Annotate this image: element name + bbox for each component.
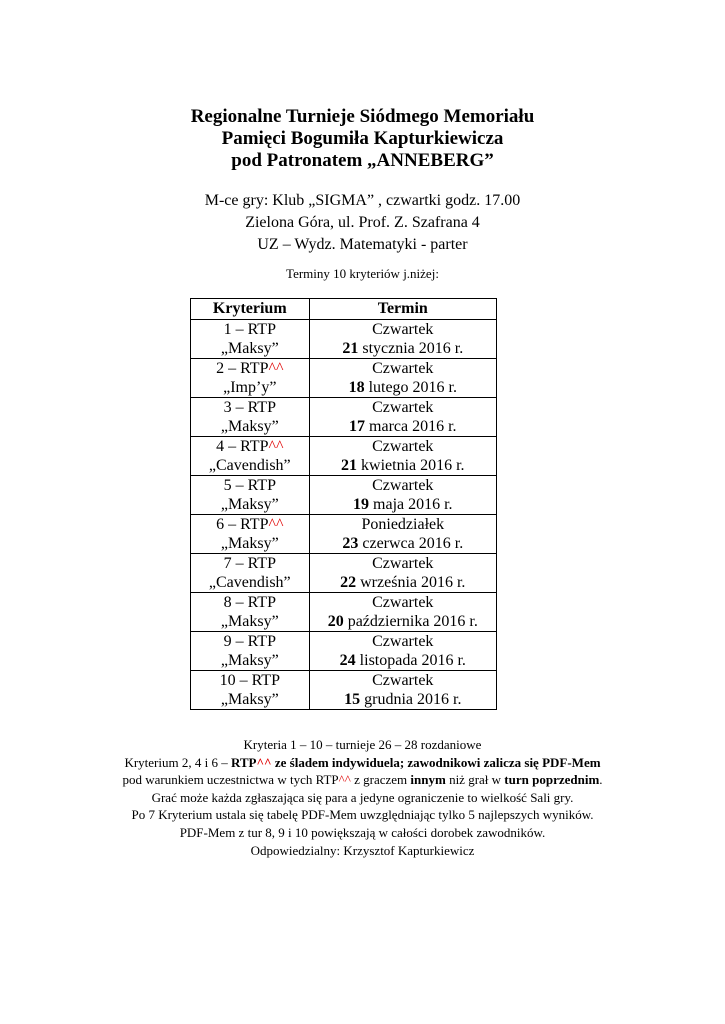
venue-line-2: Zielona Góra, ul. Prof. Z. Szafrana 4 [245,214,480,231]
note-line-3-innym: innym [410,772,446,788]
kryterium-name: „Imp’y” [223,379,277,396]
termin-date-number: 23 [342,535,359,552]
kryterium-name: „Maksy” [220,535,279,552]
header-kryterium: Kryterium [191,299,310,320]
kryterium-line [191,398,309,417]
cell-kryterium [191,437,310,476]
kryterium-number: 6 – RTP [216,516,269,533]
schedule-table [190,298,497,710]
cell-termin [309,593,496,632]
cell-termin [309,359,496,398]
kryterium-line [191,320,309,339]
note-line-2-bold: ze śladem indywiduela; zawodnikowi zalicza się PDF-Mem [271,754,601,770]
cell-kryterium [191,320,310,359]
table-row [191,593,497,632]
cell-termin [309,320,496,359]
termin-day: Czwartek [372,321,434,338]
table-row [191,476,497,515]
title-line-2: Pamięci Bogumiła Kapturkiewicza [221,128,504,149]
table-row [191,320,497,359]
kryterium-name: „Cavendish” [208,574,291,591]
kryterium-name: „Maksy” [220,652,279,669]
kryterium-name: „Maksy” [220,340,279,357]
kryterium-name: „Maksy” [220,496,279,513]
termin-date [310,612,496,631]
termin-date-number: 20 [327,613,344,630]
kryterium-line [191,359,309,378]
termin-date-number: 17 [349,418,366,435]
kryterium-line [191,632,309,651]
kryterium-line [191,554,309,573]
cell-kryterium [191,593,310,632]
schedule-body [191,320,497,710]
termin-day: Czwartek [372,633,434,650]
note-line-6: PDF-Mem z tur 8, 9 i 10 powiększają w całości dorobek zawodników. [179,824,546,840]
termin-date-rest: lutego 2016 r. [364,379,457,396]
table-row [191,632,497,671]
termin-date-number: 18 [348,379,365,396]
note-line-3-carets: ^^ [338,772,351,788]
termin-day: Czwartek [372,477,434,494]
note-line-3-e: niż grał w [445,772,505,788]
table-row [191,359,497,398]
terms-intro: Terminy 10 kryteriów j.niżej: [286,266,439,281]
note-line-3-c: z graczem [350,772,411,788]
termin-date-number: 21 [342,340,359,357]
termin-date-rest: listopada 2016 r. [355,652,466,669]
termin-date-rest: marca 2016 r. [365,418,457,435]
kryterium-number: 1 – RTP [223,321,276,338]
note-line-1: Kryteria 1 – 10 – turnieje 26 – 28 rozdaniowe [243,737,482,752]
termin-date-rest: maja 2016 r. [369,496,453,513]
caret-marker: ^^ [268,360,284,377]
notes-block [0,736,725,859]
termin-date-number: 24 [339,652,356,669]
kryterium-name: „Maksy” [220,418,279,435]
note-line-3-turn: turn poprzednim [504,772,600,788]
cell-kryterium [191,476,310,515]
kryterium-number: 5 – RTP [223,477,276,494]
termin-date-rest: października 2016 r. [343,613,478,630]
cell-kryterium [191,554,310,593]
note-line-2-rtp: RTP [230,754,257,770]
termin-day: Czwartek [372,399,434,416]
termin-date [310,378,496,397]
venue-line-3: UZ – Wydz. Matematyki - parter [257,236,468,253]
termin-date [310,651,496,670]
termin-date-number: 22 [340,574,357,591]
note-line-5: Po 7 Kryterium ustala się tabelę PDF-Mem uwzględniając tylko 5 najlepszych wyników. [131,807,594,823]
termin-date [310,456,496,475]
cell-kryterium [191,398,310,437]
kryterium-number: 4 – RTP [216,438,269,455]
table-row [191,515,497,554]
kryterium-line [191,437,309,456]
cell-kryterium [191,632,310,671]
note-line-7: Odpowiedzialny: Krzysztof Kapturkiewicz [250,842,475,858]
termin-date-rest: grudnia 2016 r. [360,691,462,708]
kryterium-name: „Cavendish” [208,457,291,474]
termin-date [310,534,496,553]
cell-termin [309,398,496,437]
termin-date-number: 15 [344,691,361,708]
table-row [191,554,497,593]
termin-date-rest: czerwca 2016 r. [358,535,464,552]
cell-kryterium [191,359,310,398]
table-row [191,671,497,710]
caret-marker: ^^ [268,516,284,533]
termin-date [310,417,496,436]
kryterium-number: 3 – RTP [223,399,276,416]
termin-date-rest: września 2016 r. [356,574,466,591]
note-line-2-text: Kryterium 2, 4 i 6 – [124,754,231,770]
kryterium-number: 2 – RTP [216,360,269,377]
note-line-3-a: pod warunkiem uczestnictwa w tych RTP [122,772,339,788]
termin-date [310,573,496,592]
document-title [0,106,725,172]
termin-date-rest: stycznia 2016 r. [358,340,464,357]
termin-date-number: 19 [353,496,370,513]
title-line-3: pod Patronatem „ANNEBERG” [231,150,494,171]
kryterium-number: 8 – RTP [223,594,276,611]
kryterium-name: „Maksy” [220,691,279,708]
note-line-4: Grać może każda zgłaszająca się para a jedyne ograniczenie to wielkość Sali gry. [151,789,574,805]
table-row [191,437,497,476]
caret-marker: ^^ [268,438,284,455]
termin-day: Czwartek [372,555,434,572]
cell-termin [309,554,496,593]
header-termin: Termin [309,299,496,320]
termin-day: Czwartek [372,360,434,377]
termin-day: Czwartek [372,672,434,689]
termin-date [310,339,496,358]
title-line-1: Regionalne Turnieje Siódmego Memoriału [190,106,535,127]
termin-day: Poniedziałek [361,516,445,533]
table-header-row [191,299,497,320]
termin-date-number: 21 [341,457,358,474]
kryterium-name: „Maksy” [220,613,279,630]
venue-line-1: M-ce gry: Klub „SIGMA” , czwartki godz. 17.00 [204,192,521,209]
termin-date [310,690,496,709]
cell-termin [309,515,496,554]
kryterium-line [191,671,309,690]
kryterium-line [191,476,309,495]
cell-kryterium [191,515,310,554]
termin-date-rest: kwietnia 2016 r. [357,457,465,474]
kryterium-number: 7 – RTP [223,555,276,572]
kryterium-number: 10 – RTP [219,672,280,689]
kryterium-line [191,593,309,612]
note-line-2-carets: ^^ [256,754,272,770]
cell-termin [309,632,496,671]
table-row [191,398,497,437]
note-line-3 [0,771,725,789]
note-line-2 [0,754,725,772]
venue-info [0,190,725,256]
cell-termin [309,437,496,476]
termin-day: Czwartek [372,438,434,455]
note-line-3-g: . [599,772,603,788]
kryterium-line [191,515,309,534]
kryterium-number: 9 – RTP [223,633,276,650]
cell-termin [309,671,496,710]
cell-kryterium [191,671,310,710]
termin-date [310,495,496,514]
cell-termin [309,476,496,515]
termin-day: Czwartek [372,594,434,611]
